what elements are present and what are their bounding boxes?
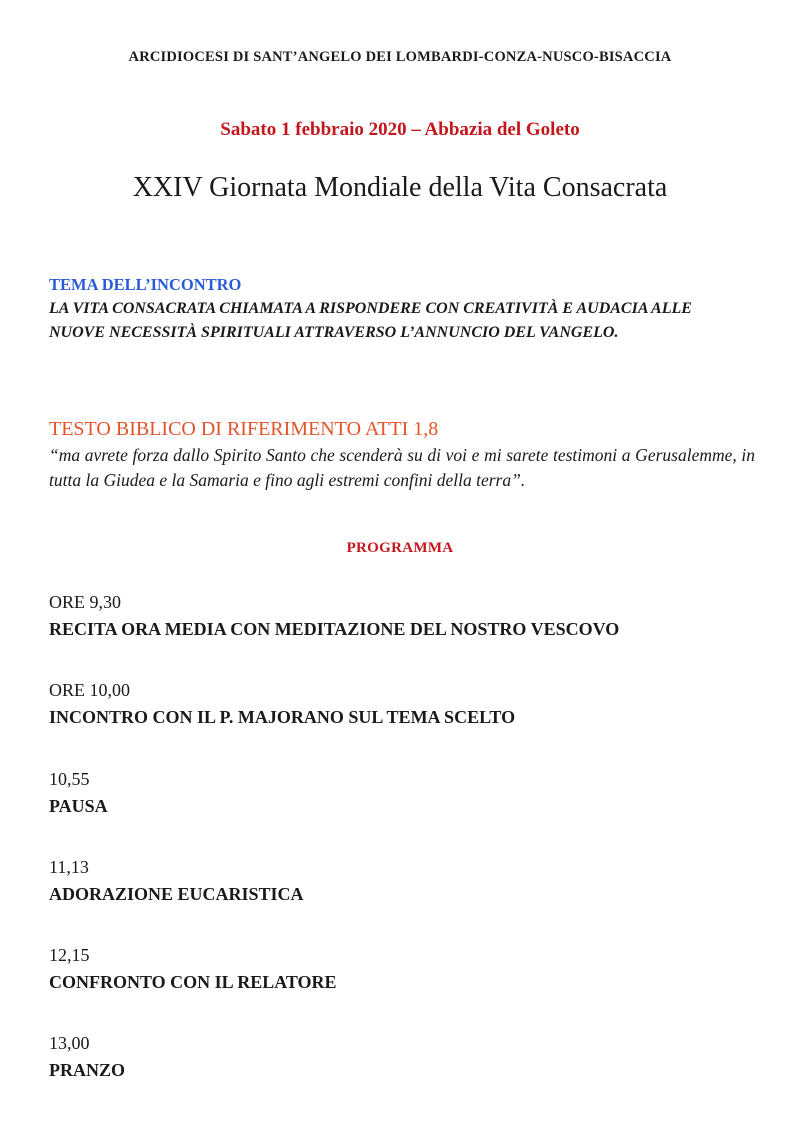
schedule-activity: RECITA ORA MEDIA CON MEDITAZIONE DEL NOSTRO VESCOVO [49, 619, 620, 639]
schedule-activity: INCONTRO CON IL P. MAJORANO SUL TEMA SCELTO [49, 707, 516, 728]
date-location: Sabato 1 febbraio 2020 – Abbazia del Goleto [220, 119, 580, 140]
page-title: XXIV Giornata Mondiale della Vita Consacrata [132, 172, 668, 203]
schedule-item [49, 767, 769, 855]
tema-text: LA VITA CONSACRATA CHIAMATA A RISPONDERE CON CREATIVITÀ E AUDACIA ALLE NUOVE NECESSITÀ SPIRITUALI ATTRAVERSO L’ANNUNCIO DEL VANGELO. [49, 300, 692, 341]
schedule-activity: ADORAZIONE EUCARISTICA [49, 883, 304, 904]
tema-label: TEMA DELL’INCONTRO [49, 275, 242, 294]
schedule-activity: PAUSA [49, 795, 108, 816]
schedule-item [49, 590, 769, 678]
programma-label: PROGRAMMA [346, 540, 454, 556]
schedule-item [49, 943, 769, 1031]
schedule-item [49, 678, 769, 766]
schedule-item [49, 1031, 769, 1119]
schedule-time: ORE 9,30 [49, 592, 121, 612]
schedule-activity: PRANZO [49, 1060, 125, 1081]
schedule-list [49, 590, 769, 1120]
testo-biblico-label: TESTO BIBLICO DI RIFERIMENTO ATTI 1,8 [49, 418, 439, 440]
schedule-time: 13,00 [49, 1033, 90, 1054]
schedule-time: ORE 10,00 [49, 680, 130, 701]
schedule-time: 11,13 [49, 856, 89, 877]
testo-biblico-quote: “ma avrete forza dallo Spirito Santo che scenderà su di voi e mi sarete testimoni a Gerusalemme, in tutta la Giudea e la Samaria e fino agli estremi confini della terra”. [49, 445, 755, 490]
schedule-activity: CONFRONTO CON IL RELATORE [49, 972, 337, 993]
schedule-item [49, 855, 769, 943]
schedule-time: 12,15 [49, 945, 90, 966]
schedule-time: 10,55 [49, 768, 90, 789]
organization-header: ARCIDIOCESI DI SANT’ANGELO DEI LOMBARDI-CONZA-NUSCO-BISACCIA [128, 49, 672, 65]
